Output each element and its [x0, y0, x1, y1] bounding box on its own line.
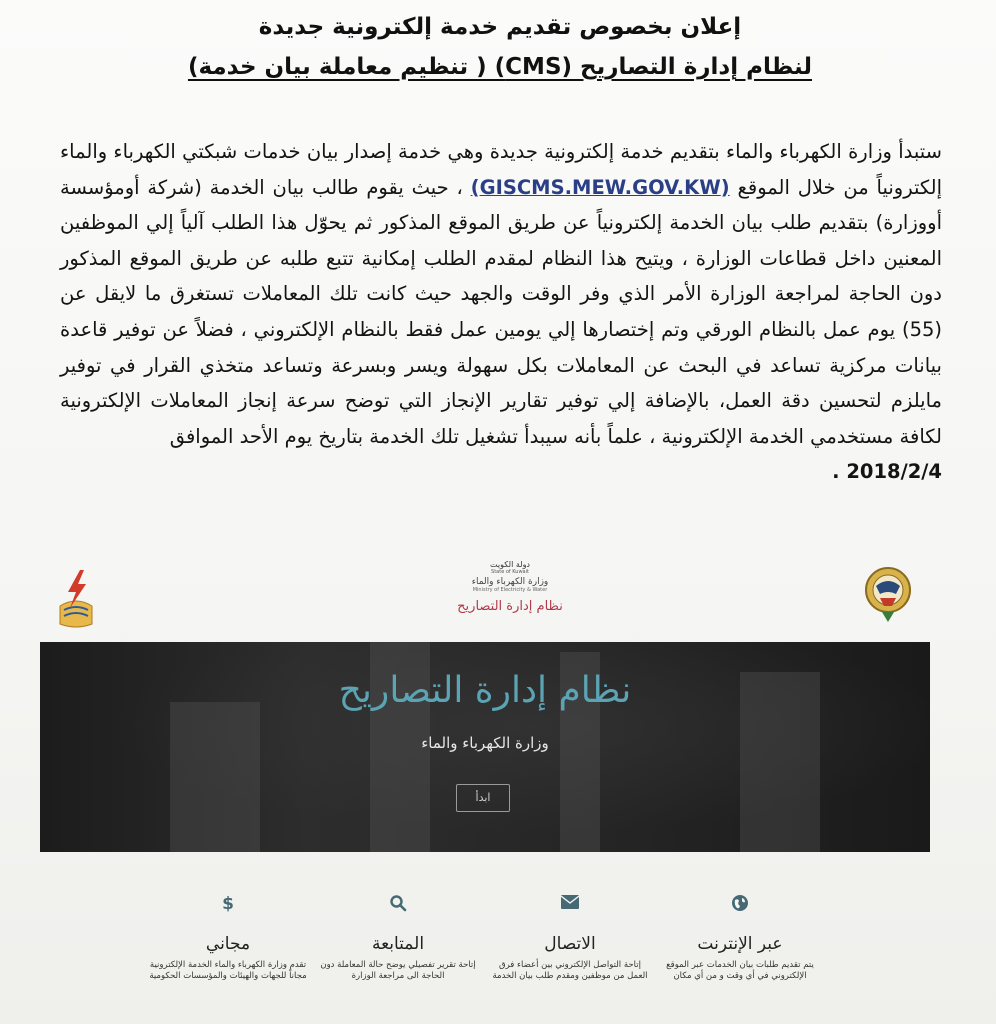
system-name: نظام إدارة التصاريح [457, 599, 563, 614]
globe-icon [640, 894, 840, 918]
feature-tracking [298, 894, 498, 982]
mew-lightning-logo-icon [52, 566, 100, 630]
feature-title: المتابعة [371, 934, 425, 954]
start-date: 2018/2/4 . [832, 460, 942, 484]
kuwait-emblem-icon [862, 562, 914, 624]
body-part-2: ، حيث يقوم طالب بيان الخدمة (شركة أومؤسسة أووزارة) بتقديم طلب بيان الخدمة إلكترونياً عن طريق الموقع المذكور ثم يحوّل هذا الطلب آلياً إلي الموظفين المعنين داخل قطاعات الوزارة ، ويتيح هذا النظام لمقدم الطلب إمكانية تتبع طلبه عن طريق الموقع المذكور دون الحاجة لمراجعة الوزارة الأمر الذي وفر الوقت والجهد حيث كانت تلك المعاملات تستغرق ما لايقل عن (55) يوم عمل بالنظام الورقي وتم إختصارها إلي يومين عمل فقط بالنظام الإلكتروني ، فضلاً عن توفير قاعدة بيانات مركزية تساعد في البحث عن المعاملات بكل سهولة ويسر وبسرعة وتساعد متخذي القرار في توفير مايلزم لتحسين دقة العمل، بالإضافة إلي توفير تقارير الإنجاز التي توضح سرعة إنجاز المعاملات الإلكترونية لكافة مستخدمي الخدمة الإلكترونية ، علماً بأنه سيبدأ تشغيل تلك الخدمة بتاريخ يوم الأحد الموافق [60, 175, 942, 448]
banner-subtitle: وزارة الكهرباء والماء [421, 734, 549, 752]
ministry-logo-block [440, 560, 580, 614]
announcement-body [60, 134, 942, 490]
feature-title: عبر الإنترنت [697, 934, 783, 954]
announcement-subtitle [150, 54, 850, 80]
feature-description: إتاحة تقرير تفصيلي يوضح حالة المعاملة دون الحاجة الى مراجعة الوزارة [320, 960, 476, 981]
dollar-icon: $ [222, 894, 234, 914]
feature-online [640, 894, 840, 982]
feature-title: مجاني [205, 934, 251, 954]
feature-description: إتاحة التواصل الإلكتروني بين أعضاء فرق العمل من موظفين ومقدم طلب بيان الخدمة [492, 960, 648, 981]
ministry-name-en: Ministry of Electricity & Water [472, 587, 548, 593]
state-name-ar: دولة الكويت [490, 560, 530, 569]
start-button[interactable]: ابدأ [456, 784, 510, 812]
cms-hero-banner [40, 642, 930, 852]
search-icon [298, 894, 498, 918]
banner-title: نظام إدارة التصاريح [338, 670, 632, 711]
feature-description: تقدم وزارة الكهرباء والماء الخدمة الإلكترونية مجاناً للجهات والهيئات والمؤسسات الحكومية [149, 960, 307, 981]
body-part-1: ستبدأ وزارة الكهرباء والماء بتقديم خدمة إلكترونية جديدة وهي خدمة إصدار بيان خدمات شبكتي الكهرباء والماء إلكترونياً من خلال الموقع [60, 140, 942, 199]
website-link[interactable]: (GISCMS.MEW.GOV.KW) [470, 175, 730, 199]
feature-description: يتم تقديم طلبات بيان الخدمات عبر الموقع الإلكتروني في أي وقت و من أي مكان [666, 960, 814, 981]
announcement-subtitle-text: لنظام إدارة التصاريح (CMS) ( تنظيم معاملة بيان خدمة) [187, 54, 813, 80]
announcement-title: إعلان بخصوص تقديم خدمة إلكترونية جديدة [258, 14, 742, 40]
ministry-name-ar: وزارة الكهرباء والماء [471, 577, 549, 587]
state-name-en: State of Kuwait [491, 569, 529, 575]
feature-title: الاتصال [544, 934, 596, 954]
